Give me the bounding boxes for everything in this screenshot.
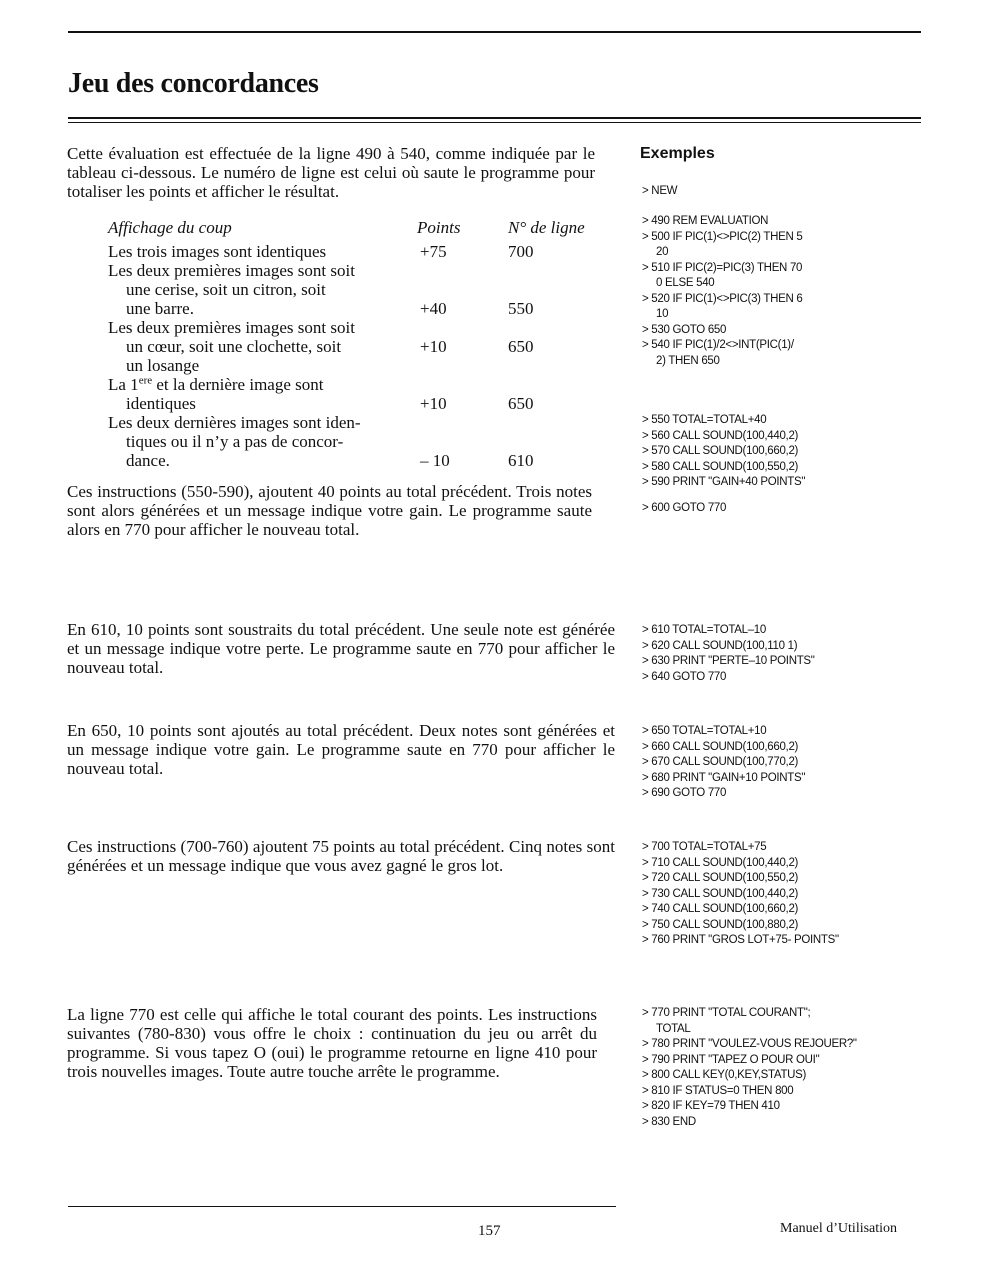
code-line: > 680 PRINT "GAIN+10 POINTS" — [642, 771, 806, 784]
code-line: 20 — [656, 246, 669, 258]
row-points: +75 — [420, 242, 447, 261]
top-rule — [68, 31, 921, 33]
code-line: > 720 CALL SOUND(100,550,2) — [642, 872, 799, 884]
code-line: > 580 CALL SOUND(100,550,2) — [642, 460, 799, 473]
paragraph-610: En 610, 10 points sont soustraits du total précédent. Une seule note est générée et un message indique votre perte. Le programme saute en 770 pour afficher le nouveau total. — [67, 620, 615, 677]
row-text: dance. — [126, 451, 170, 470]
code-line: > 630 PRINT "PERTE–10 POINTS" — [642, 655, 815, 667]
code-line: > 490 REM EVALUATION — [642, 215, 769, 227]
code-line: > 800 CALL KEY(0,KEY,STATUS) — [642, 1069, 807, 1081]
code-line: > 510 IF PIC(2)=PIC(3) THEN 70 — [642, 261, 803, 274]
code-line: > 750 CALL SOUND(100,880,2) — [642, 918, 799, 931]
table-row — [108, 318, 608, 375]
row-line: 550 — [508, 299, 534, 318]
row-points: +40 — [420, 299, 447, 318]
code-line: > 810 IF STATUS=0 THEN 800 — [642, 1084, 794, 1097]
table-row — [108, 242, 608, 261]
code-line: 2) THEN 650 — [656, 354, 720, 367]
code-line: > 830 END — [642, 1115, 696, 1128]
code-block-550 — [642, 413, 942, 516]
code-line: > 760 PRINT "GROS LOT+75- POINTS" — [642, 934, 839, 946]
code-line: > 660 CALL SOUND(100,660,2) — [642, 740, 799, 753]
code-line: > 600 GOTO 770 — [642, 501, 727, 514]
row-text: La 1ere et la dernière image sont — [108, 374, 324, 394]
evaluation-table — [108, 218, 608, 470]
code-line: > 730 CALL SOUND(100,440,2) — [642, 887, 799, 900]
header-line-number: N° de ligne — [508, 218, 585, 237]
row-text: une barre. — [126, 299, 194, 318]
paragraph-550: Ces instructions (550-590), ajoutent 40 points au total précédent. Trois notes sont alors générées et un message indique votre gain. Le programme saute alors en 770 pour afficher le nouveau total. — [67, 482, 592, 539]
paragraph-700: Ces instructions (700-760) ajoutent 75 points au total précédent. Cinq notes sont générées et un message indique que vous avez gagné le gros lot. — [67, 837, 615, 875]
code-line: > 620 CALL SOUND(100,110 1) — [642, 639, 798, 652]
row-text: un cœur, soit une clochette, soit — [126, 337, 342, 356]
code-line: 0 ELSE 540 — [656, 277, 715, 289]
row-text: tiques ou il n’y a pas de concor- — [126, 432, 344, 451]
row-text: une cerise, soit un citron, soit — [126, 280, 326, 299]
code-line: > 770 PRINT "TOTAL COURANT"; — [642, 1007, 811, 1019]
code-line: > 500 IF PIC(1)<>PIC(2) THEN 5 — [642, 230, 803, 243]
row-points: – 10 — [420, 451, 450, 470]
code-line: > 690 GOTO 770 — [642, 787, 727, 799]
title-rule-upper — [68, 117, 921, 119]
code-block-new — [642, 184, 942, 200]
table-row — [108, 413, 608, 470]
code-block-650 — [642, 724, 942, 802]
code-line: > 520 IF PIC(1)<>PIC(3) THEN 6 — [642, 292, 803, 305]
code-line: > 740 CALL SOUND(100,660,2) — [642, 903, 799, 915]
code-line: > 670 CALL SOUND(100,770,2) — [642, 756, 799, 768]
table-header — [108, 218, 608, 242]
code-block-evaluation — [642, 214, 942, 369]
code-line: > 610 TOTAL=TOTAL–10 — [642, 624, 766, 636]
paragraph-770: La ligne 770 est celle qui affiche le total courant des points. Les instructions suivantes (780-830) vous offre le choix : continuation du jeu ou arrêt du programme. Si vous tapez O (oui) le programme retourne en ligne 410 pour trois nouvelles images. Toute autre touche arrête le programme. — [67, 1005, 597, 1081]
examples-heading: Exemples — [640, 145, 715, 162]
code-line: > 560 CALL SOUND(100,440,2) — [642, 429, 799, 442]
row-points: +10 — [420, 394, 447, 413]
code-block-610 — [642, 623, 942, 685]
code-block-770 — [642, 1006, 942, 1130]
code-line: > 550 TOTAL=TOTAL+40 — [642, 414, 767, 426]
row-text: un losange — [126, 356, 200, 375]
table-row — [108, 261, 608, 318]
page-number: 157 — [478, 1223, 501, 1239]
header-display: Affichage du coup — [108, 218, 232, 237]
code-line: > 780 PRINT "VOULEZ-VOUS REJOUER?" — [642, 1038, 857, 1050]
row-text: Les trois images sont identiques — [108, 242, 327, 261]
code-line: 10 — [656, 308, 669, 320]
manual-label: Manuel d’Utilisation — [780, 1221, 898, 1236]
footer-rule — [68, 1206, 616, 1207]
code-line: > 570 CALL SOUND(100,660,2) — [642, 445, 799, 457]
row-text: Les deux dernières images sont iden- — [108, 413, 361, 432]
row-text: Les deux premières images sont soit — [108, 261, 355, 280]
code-line: > 530 GOTO 650 — [642, 323, 727, 336]
code-block-700 — [642, 840, 942, 949]
title-rule-lower — [68, 122, 921, 123]
code-line: > 820 IF KEY=79 THEN 410 — [642, 1100, 780, 1112]
paragraph-650: En 650, 10 points sont ajoutés au total précédent. Deux notes sont générées et un message indique votre gain. Le programme saute en 770 pour afficher le nouveau total. — [67, 721, 615, 778]
row-line: 650 — [508, 337, 534, 356]
code-line: > 590 PRINT "GAIN+40 POINTS" — [642, 476, 806, 488]
code-line: > 540 IF PIC(1)/2<>INT(PIC(1)/ — [642, 339, 794, 351]
intro-paragraph: Cette évaluation est effectuée de la ligne 490 à 540, comme indiquée par le tableau ci-dessous. Le numéro de ligne est celui où saute le programme pour totaliser les points et afficher le résultat. — [67, 144, 595, 201]
header-points: Points — [417, 218, 461, 237]
code-line: > 710 CALL SOUND(100,440,2) — [642, 856, 799, 869]
row-text: identiques — [126, 394, 196, 413]
code-line: > 700 TOTAL=TOTAL+75 — [642, 841, 767, 853]
code-line: > NEW — [642, 185, 678, 197]
row-line: 650 — [508, 394, 534, 413]
code-line: > 640 GOTO 770 — [642, 670, 727, 683]
table-row — [108, 375, 608, 413]
code-line: > 790 PRINT "TAPEZ O POUR OUI" — [642, 1053, 820, 1066]
page-title: Jeu des concordances — [68, 68, 319, 99]
row-line: 700 — [508, 242, 534, 261]
row-line: 610 — [508, 451, 534, 470]
code-line: TOTAL — [656, 1022, 691, 1035]
code-line: > 650 TOTAL=TOTAL+10 — [642, 725, 767, 737]
row-points: +10 — [420, 337, 447, 356]
row-text: Les deux premières images sont soit — [108, 318, 355, 337]
